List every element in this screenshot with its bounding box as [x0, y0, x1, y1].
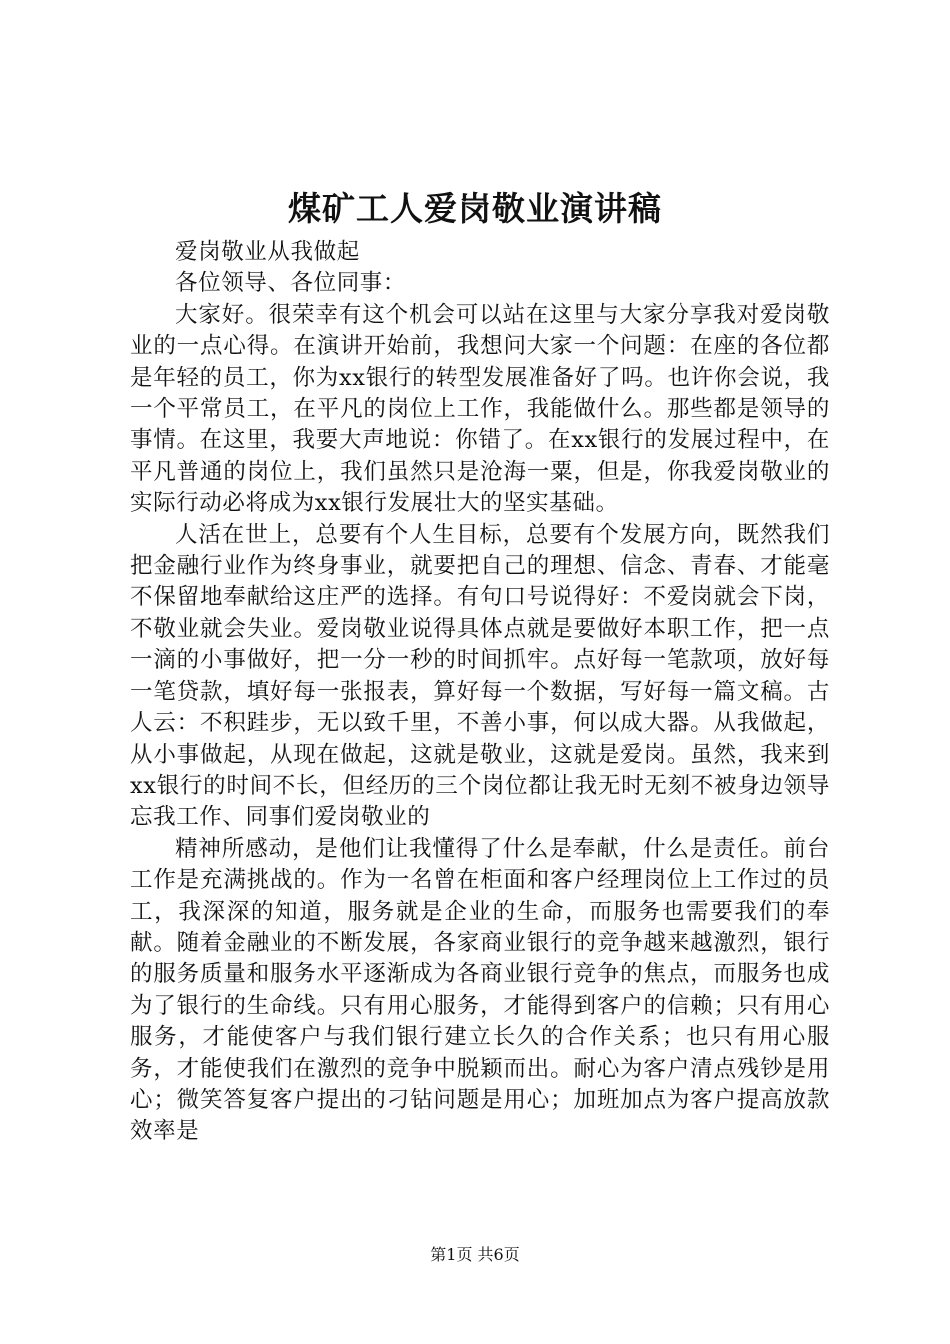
paragraph: 人活在世上，总要有个人生目标，总要有个发展方向，既然我们把金融行业作为终身事业，就要把自己的理想、信念、青春、才能毫不保留地奉献给这庄严的选择。有句口号说得好：不爱岗就会下岗，不敬业就会失业。爱岗敬业说得具体点就是要做好本职工作，把一点一滴的小事做好，把一分一秒的时间抓牢。点好每一笔款项，放好每一笔贷款，填好每一张报表，算好每一个数据，写好每一篇文稿。古人云：不积跬步，无以致千里，不善小事，何以成大器。从我做起，从小事做起，从现在做起，这就是敬业，这就是爱岗。虽然，我来到xx银行的时间不长，但经历的三个岗位都让我无时无刻不被身边领导忘我工作、同事们爱岗敬业的: [130, 521, 830, 831]
paragraph: 精神所感动，是他们让我懂得了什么是奉献，什么是责任。前台工作是充满挑战的。作为一名曾在柜面和客户经理岗位上工作过的员工，我深深的知道，服务就是企业的生命，而服务也需要我们的奉献。随着金融业的不断发展，各家商业银行的竞争越来越激烈，银行的服务质量和服务水平逐渐成为各商业银行竞争的焦点，而服务也成为了银行的生命线。只有用心服务，才能得到客户的信赖；只有用心服务，才能使客户与我们银行建立长久的合作关系；也只有用心服务，才能使我们在激烈的竞争中脱颖而出。耐心为客户清点残钞是用心；微笑答复客户提出的刁钻问题是用心；加班加点为客户提高放款效率是: [130, 835, 830, 1145]
document-title: 煤矿工人爱岗敬业演讲稿: [288, 189, 662, 228]
paragraph-subtitle: 爱岗敬业从我做起: [175, 239, 360, 265]
paragraph: 大家好。很荣幸有这个机会可以站在这里与大家分享我对爱岗敬业的一点心得。在演讲开始前，我想问大家一个问题：在座的各位都是年轻的员工，你为xx银行的转型发展准备好了吗。也许你会说，我一个平常员工，在平凡的岗位上工作，我能做什么。那些都是领导的事情。在这里，我要大声地说：你错了。在xx银行的发展过程中，在平凡普通的岗位上，我们虽然只是沧海一粟，但是，你我爱岗敬业的实际行动必将成为xx银行发展壮大的坚实基础。: [130, 301, 830, 517]
document-body: [130, 237, 830, 1148]
page-number-footer: 第1页 共6页: [430, 1245, 520, 1264]
paragraph-salutation: 各位领导、各位同事：: [175, 270, 407, 297]
